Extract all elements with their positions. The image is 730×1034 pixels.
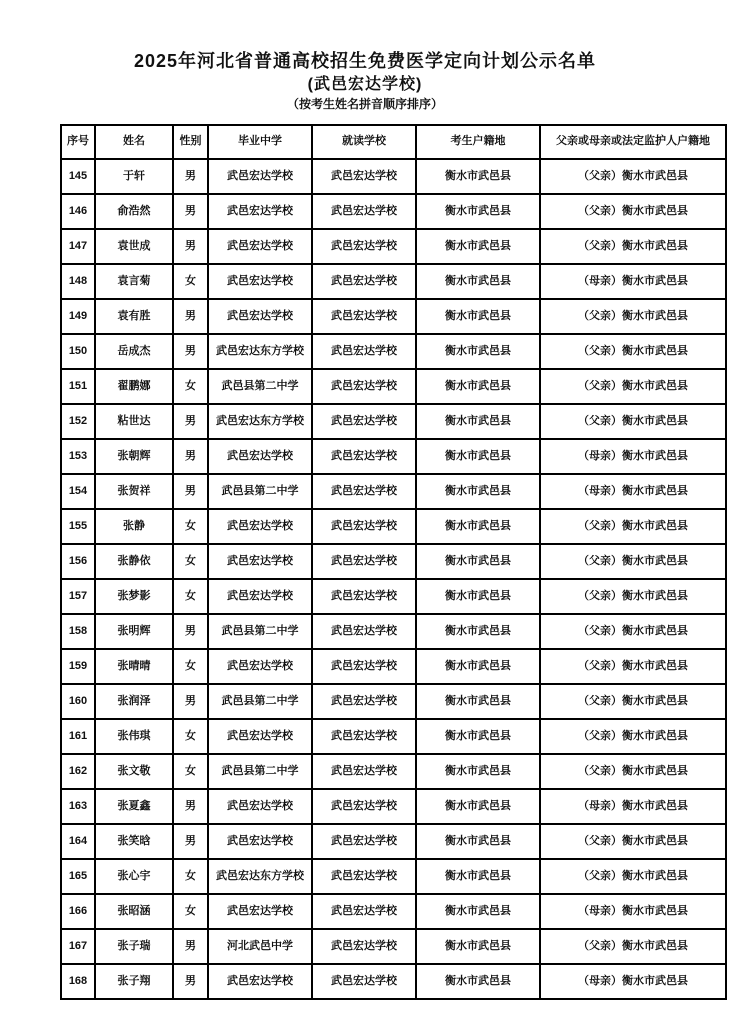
cell-gender: 女 bbox=[173, 649, 208, 684]
cell-guardian: （父亲）衡水市武邑县 bbox=[540, 544, 726, 579]
cell-attend_school: 武邑宏达学校 bbox=[312, 614, 416, 649]
cell-guardian: （父亲）衡水市武邑县 bbox=[540, 824, 726, 859]
table-row bbox=[61, 894, 726, 929]
cell-no: 153 bbox=[61, 439, 95, 474]
table-row bbox=[61, 474, 726, 509]
cell-name: 张伟琪 bbox=[95, 719, 173, 754]
cell-gender: 男 bbox=[173, 824, 208, 859]
cell-no: 168 bbox=[61, 964, 95, 999]
table-row bbox=[61, 789, 726, 824]
cell-no: 148 bbox=[61, 264, 95, 299]
cell-grad_school: 武邑县第二中学 bbox=[208, 614, 312, 649]
cell-grad_school: 武邑宏达东方学校 bbox=[208, 859, 312, 894]
cell-name: 袁世成 bbox=[95, 229, 173, 264]
cell-name: 张贺祥 bbox=[95, 474, 173, 509]
cell-no: 150 bbox=[61, 334, 95, 369]
cell-attend_school: 武邑宏达学校 bbox=[312, 159, 416, 194]
cell-guardian: （父亲）衡水市武邑县 bbox=[540, 614, 726, 649]
cell-grad_school: 武邑宏达学校 bbox=[208, 789, 312, 824]
cell-no: 164 bbox=[61, 824, 95, 859]
table-row bbox=[61, 369, 726, 404]
cell-hukou: 衡水市武邑县 bbox=[416, 719, 540, 754]
cell-no: 160 bbox=[61, 684, 95, 719]
cell-no: 156 bbox=[61, 544, 95, 579]
cell-no: 155 bbox=[61, 509, 95, 544]
cell-guardian: （父亲）衡水市武邑县 bbox=[540, 159, 726, 194]
cell-name: 岳成杰 bbox=[95, 334, 173, 369]
cell-hukou: 衡水市武邑县 bbox=[416, 789, 540, 824]
cell-guardian: （父亲）衡水市武邑县 bbox=[540, 684, 726, 719]
cell-hukou: 衡水市武邑县 bbox=[416, 544, 540, 579]
cell-hukou: 衡水市武邑县 bbox=[416, 404, 540, 439]
roster-table bbox=[60, 124, 727, 1000]
column-header-no: 序号 bbox=[61, 125, 95, 159]
cell-gender: 男 bbox=[173, 159, 208, 194]
cell-no: 166 bbox=[61, 894, 95, 929]
cell-attend_school: 武邑宏达学校 bbox=[312, 754, 416, 789]
cell-grad_school: 武邑县第二中学 bbox=[208, 754, 312, 789]
cell-guardian: （父亲）衡水市武邑县 bbox=[540, 229, 726, 264]
cell-hukou: 衡水市武邑县 bbox=[416, 194, 540, 229]
cell-grad_school: 武邑宏达学校 bbox=[208, 824, 312, 859]
cell-gender: 女 bbox=[173, 859, 208, 894]
table-row bbox=[61, 649, 726, 684]
cell-guardian: （母亲）衡水市武邑县 bbox=[540, 474, 726, 509]
cell-gender: 女 bbox=[173, 264, 208, 299]
cell-attend_school: 武邑宏达学校 bbox=[312, 824, 416, 859]
cell-gender: 女 bbox=[173, 754, 208, 789]
cell-gender: 男 bbox=[173, 439, 208, 474]
cell-attend_school: 武邑宏达学校 bbox=[312, 334, 416, 369]
table-row bbox=[61, 859, 726, 894]
cell-grad_school: 武邑县第二中学 bbox=[208, 369, 312, 404]
cell-grad_school: 武邑宏达东方学校 bbox=[208, 334, 312, 369]
cell-no: 158 bbox=[61, 614, 95, 649]
cell-hukou: 衡水市武邑县 bbox=[416, 964, 540, 999]
cell-hukou: 衡水市武邑县 bbox=[416, 474, 540, 509]
cell-attend_school: 武邑宏达学校 bbox=[312, 859, 416, 894]
cell-name: 张子翔 bbox=[95, 964, 173, 999]
cell-name: 于轩 bbox=[95, 159, 173, 194]
cell-grad_school: 武邑县第二中学 bbox=[208, 684, 312, 719]
cell-gender: 男 bbox=[173, 229, 208, 264]
cell-hukou: 衡水市武邑县 bbox=[416, 369, 540, 404]
cell-attend_school: 武邑宏达学校 bbox=[312, 369, 416, 404]
cell-gender: 女 bbox=[173, 894, 208, 929]
cell-attend_school: 武邑宏达学校 bbox=[312, 194, 416, 229]
table-row bbox=[61, 509, 726, 544]
cell-no: 147 bbox=[61, 229, 95, 264]
page-subtitle-school: (武邑宏达学校) bbox=[307, 75, 423, 93]
cell-guardian: （母亲）衡水市武邑县 bbox=[540, 964, 726, 999]
cell-guardian: （父亲）衡水市武邑县 bbox=[540, 404, 726, 439]
cell-name: 张静 bbox=[95, 509, 173, 544]
table-row bbox=[61, 719, 726, 754]
cell-guardian: （母亲）衡水市武邑县 bbox=[540, 264, 726, 299]
table-row bbox=[61, 929, 726, 964]
cell-grad_school: 武邑县第二中学 bbox=[208, 474, 312, 509]
cell-hukou: 衡水市武邑县 bbox=[416, 684, 540, 719]
cell-attend_school: 武邑宏达学校 bbox=[312, 264, 416, 299]
cell-attend_school: 武邑宏达学校 bbox=[312, 579, 416, 614]
cell-attend_school: 武邑宏达学校 bbox=[312, 404, 416, 439]
table-row bbox=[61, 754, 726, 789]
cell-hukou: 衡水市武邑县 bbox=[416, 509, 540, 544]
cell-attend_school: 武邑宏达学校 bbox=[312, 474, 416, 509]
cell-attend_school: 武邑宏达学校 bbox=[312, 509, 416, 544]
cell-guardian: （父亲）衡水市武邑县 bbox=[540, 334, 726, 369]
cell-attend_school: 武邑宏达学校 bbox=[312, 299, 416, 334]
cell-no: 145 bbox=[61, 159, 95, 194]
cell-name: 袁有胜 bbox=[95, 299, 173, 334]
cell-grad_school: 武邑宏达学校 bbox=[208, 229, 312, 264]
cell-no: 159 bbox=[61, 649, 95, 684]
cell-attend_school: 武邑宏达学校 bbox=[312, 684, 416, 719]
cell-hukou: 衡水市武邑县 bbox=[416, 439, 540, 474]
cell-gender: 男 bbox=[173, 194, 208, 229]
cell-name: 张夏鑫 bbox=[95, 789, 173, 824]
cell-no: 154 bbox=[61, 474, 95, 509]
cell-gender: 女 bbox=[173, 544, 208, 579]
column-header-name: 姓名 bbox=[95, 125, 173, 159]
cell-name: 张心宇 bbox=[95, 859, 173, 894]
cell-grad_school: 武邑宏达学校 bbox=[208, 264, 312, 299]
cell-name: 袁言菊 bbox=[95, 264, 173, 299]
cell-name: 张明辉 bbox=[95, 614, 173, 649]
cell-no: 163 bbox=[61, 789, 95, 824]
table-row bbox=[61, 159, 726, 194]
table-row bbox=[61, 824, 726, 859]
column-header-hukou: 考生户籍地 bbox=[416, 125, 540, 159]
cell-hukou: 衡水市武邑县 bbox=[416, 299, 540, 334]
page-title: 2025年河北省普通高校招生免费医学定向计划公示名单 bbox=[133, 51, 597, 71]
table-row bbox=[61, 299, 726, 334]
cell-gender: 女 bbox=[173, 369, 208, 404]
table-body bbox=[61, 159, 726, 999]
table-header-row bbox=[61, 125, 726, 159]
cell-no: 149 bbox=[61, 299, 95, 334]
cell-no: 165 bbox=[61, 859, 95, 894]
cell-grad_school: 武邑宏达学校 bbox=[208, 194, 312, 229]
cell-gender: 男 bbox=[173, 404, 208, 439]
cell-hukou: 衡水市武邑县 bbox=[416, 824, 540, 859]
cell-guardian: （父亲）衡水市武邑县 bbox=[540, 649, 726, 684]
cell-no: 167 bbox=[61, 929, 95, 964]
cell-guardian: （父亲）衡水市武邑县 bbox=[540, 299, 726, 334]
cell-guardian: （父亲）衡水市武邑县 bbox=[540, 929, 726, 964]
cell-grad_school: 河北武邑中学 bbox=[208, 929, 312, 964]
table-row bbox=[61, 229, 726, 264]
cell-guardian: （父亲）衡水市武邑县 bbox=[540, 509, 726, 544]
table-row bbox=[61, 334, 726, 369]
cell-name: 张静依 bbox=[95, 544, 173, 579]
cell-no: 161 bbox=[61, 719, 95, 754]
cell-grad_school: 武邑宏达学校 bbox=[208, 649, 312, 684]
title-block bbox=[0, 50, 730, 112]
table-row bbox=[61, 544, 726, 579]
cell-gender: 男 bbox=[173, 929, 208, 964]
cell-guardian: （父亲）衡水市武邑县 bbox=[540, 719, 726, 754]
cell-gender: 男 bbox=[173, 299, 208, 334]
cell-gender: 男 bbox=[173, 334, 208, 369]
cell-name: 俞浩然 bbox=[95, 194, 173, 229]
cell-hukou: 衡水市武邑县 bbox=[416, 754, 540, 789]
cell-gender: 女 bbox=[173, 579, 208, 614]
cell-no: 162 bbox=[61, 754, 95, 789]
cell-no: 151 bbox=[61, 369, 95, 404]
cell-grad_school: 武邑宏达学校 bbox=[208, 509, 312, 544]
cell-gender: 男 bbox=[173, 789, 208, 824]
cell-name: 张子瑞 bbox=[95, 929, 173, 964]
cell-guardian: （父亲）衡水市武邑县 bbox=[540, 754, 726, 789]
cell-hukou: 衡水市武邑县 bbox=[416, 929, 540, 964]
cell-name: 张文敬 bbox=[95, 754, 173, 789]
cell-gender: 男 bbox=[173, 614, 208, 649]
cell-attend_school: 武邑宏达学校 bbox=[312, 229, 416, 264]
cell-name: 张朝辉 bbox=[95, 439, 173, 474]
cell-grad_school: 武邑宏达学校 bbox=[208, 894, 312, 929]
cell-hukou: 衡水市武邑县 bbox=[416, 229, 540, 264]
column-header-grad_school: 毕业中学 bbox=[208, 125, 312, 159]
cell-grad_school: 武邑宏达学校 bbox=[208, 159, 312, 194]
cell-attend_school: 武邑宏达学校 bbox=[312, 719, 416, 754]
cell-guardian: （父亲）衡水市武邑县 bbox=[540, 369, 726, 404]
cell-attend_school: 武邑宏达学校 bbox=[312, 439, 416, 474]
cell-attend_school: 武邑宏达学校 bbox=[312, 894, 416, 929]
table-row bbox=[61, 684, 726, 719]
cell-name: 张笑晗 bbox=[95, 824, 173, 859]
column-header-gender: 性别 bbox=[173, 125, 208, 159]
cell-grad_school: 武邑宏达学校 bbox=[208, 719, 312, 754]
cell-attend_school: 武邑宏达学校 bbox=[312, 964, 416, 999]
cell-grad_school: 武邑宏达学校 bbox=[208, 579, 312, 614]
cell-name: 翟鹏娜 bbox=[95, 369, 173, 404]
cell-gender: 男 bbox=[173, 684, 208, 719]
table-row bbox=[61, 964, 726, 999]
cell-gender: 男 bbox=[173, 964, 208, 999]
cell-grad_school: 武邑宏达学校 bbox=[208, 299, 312, 334]
cell-no: 157 bbox=[61, 579, 95, 614]
cell-name: 张昭涵 bbox=[95, 894, 173, 929]
cell-name: 张晴晴 bbox=[95, 649, 173, 684]
cell-no: 152 bbox=[61, 404, 95, 439]
cell-guardian: （母亲）衡水市武邑县 bbox=[540, 894, 726, 929]
table-row bbox=[61, 264, 726, 299]
cell-name: 张润泽 bbox=[95, 684, 173, 719]
cell-attend_school: 武邑宏达学校 bbox=[312, 789, 416, 824]
cell-attend_school: 武邑宏达学校 bbox=[312, 544, 416, 579]
cell-hukou: 衡水市武邑县 bbox=[416, 159, 540, 194]
cell-hukou: 衡水市武邑县 bbox=[416, 334, 540, 369]
cell-grad_school: 武邑宏达东方学校 bbox=[208, 404, 312, 439]
cell-gender: 女 bbox=[173, 509, 208, 544]
cell-grad_school: 武邑宏达学校 bbox=[208, 439, 312, 474]
cell-gender: 女 bbox=[173, 719, 208, 754]
cell-grad_school: 武邑宏达学校 bbox=[208, 544, 312, 579]
cell-guardian: （父亲）衡水市武邑县 bbox=[540, 859, 726, 894]
cell-guardian: （母亲）衡水市武邑县 bbox=[540, 789, 726, 824]
cell-hukou: 衡水市武邑县 bbox=[416, 859, 540, 894]
table-row bbox=[61, 194, 726, 229]
page-subtitle-sort-note: （按考生姓名拼音顺序排序） bbox=[286, 96, 443, 111]
cell-name: 粘世达 bbox=[95, 404, 173, 439]
cell-hukou: 衡水市武邑县 bbox=[416, 614, 540, 649]
cell-grad_school: 武邑宏达学校 bbox=[208, 964, 312, 999]
cell-name: 张梦影 bbox=[95, 579, 173, 614]
table-row bbox=[61, 439, 726, 474]
cell-hukou: 衡水市武邑县 bbox=[416, 649, 540, 684]
cell-hukou: 衡水市武邑县 bbox=[416, 894, 540, 929]
cell-no: 146 bbox=[61, 194, 95, 229]
table-row bbox=[61, 579, 726, 614]
table-header bbox=[61, 125, 726, 159]
cell-attend_school: 武邑宏达学校 bbox=[312, 649, 416, 684]
cell-guardian: （母亲）衡水市武邑县 bbox=[540, 439, 726, 474]
column-header-guardian: 父亲或母亲或法定监护人户籍地 bbox=[540, 125, 726, 159]
table-row bbox=[61, 404, 726, 439]
cell-gender: 男 bbox=[173, 474, 208, 509]
cell-hukou: 衡水市武邑县 bbox=[416, 264, 540, 299]
cell-hukou: 衡水市武邑县 bbox=[416, 579, 540, 614]
cell-attend_school: 武邑宏达学校 bbox=[312, 929, 416, 964]
column-header-attend_school: 就读学校 bbox=[312, 125, 416, 159]
cell-guardian: （父亲）衡水市武邑县 bbox=[540, 579, 726, 614]
table-row bbox=[61, 614, 726, 649]
cell-guardian: （父亲）衡水市武邑县 bbox=[540, 194, 726, 229]
